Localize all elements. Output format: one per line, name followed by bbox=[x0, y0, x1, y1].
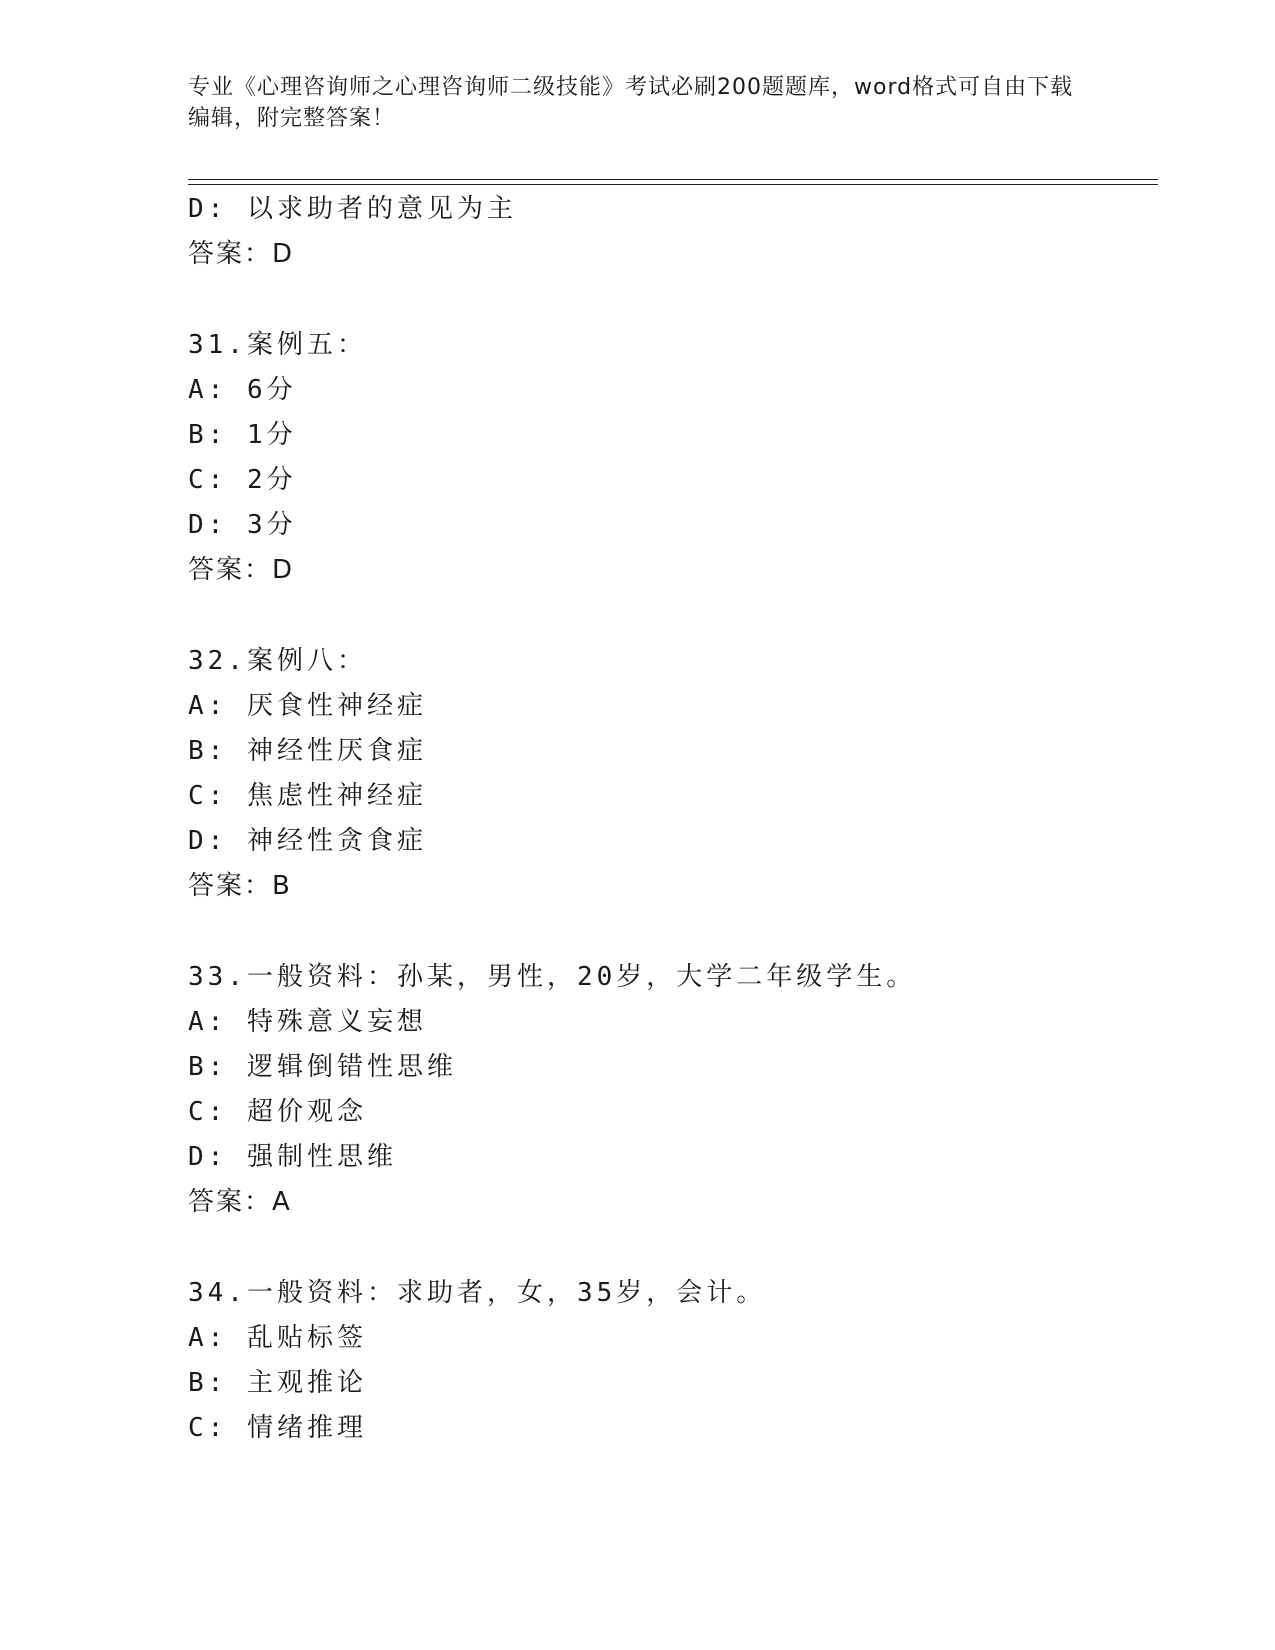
question-31-option-d: D: 3分 bbox=[188, 510, 297, 540]
question-32-option-b: B: 神经性厌食症 bbox=[188, 736, 427, 766]
question-31-answer: 答案：D bbox=[188, 555, 295, 585]
question-32-option-a: A: 厌食性神经症 bbox=[188, 691, 427, 721]
question-33-option-d: D: 强制性思维 bbox=[188, 1142, 397, 1172]
question-34-stem: 34.一般资料：求助者，女，35岁，会计。 bbox=[188, 1278, 767, 1308]
question-34-option-c: C: 情绪推理 bbox=[188, 1413, 367, 1443]
question-33-option-a: A: 特殊意义妄想 bbox=[188, 1007, 427, 1037]
question-32-option-c: C: 焦虑性神经症 bbox=[188, 781, 427, 811]
question-31-option-c: C: 2分 bbox=[188, 465, 297, 495]
question-33-option-b: B: 逻辑倒错性思维 bbox=[188, 1052, 457, 1082]
question-31-stem: 31.案例五： bbox=[188, 330, 367, 360]
question-34-option-a: A: 乱贴标签 bbox=[188, 1323, 367, 1353]
header-divider-top bbox=[188, 179, 1158, 180]
question-34-option-b: B: 主观推论 bbox=[188, 1368, 367, 1398]
question-31-option-a: A: 6分 bbox=[188, 375, 297, 405]
question-33-option-c: C: 超价观念 bbox=[188, 1097, 367, 1127]
question-32-answer: 答案：B bbox=[188, 871, 292, 901]
question-33-answer: 答案：A bbox=[188, 1187, 292, 1217]
question-32-stem: 32.案例八： bbox=[188, 646, 367, 676]
prev-answer: 答案：D bbox=[188, 239, 295, 269]
header-divider-bottom bbox=[188, 184, 1158, 185]
question-33-stem: 33.一般资料：孙某，男性，20岁，大学二年级学生。 bbox=[188, 962, 917, 992]
question-31-option-b: B: 1分 bbox=[188, 420, 297, 450]
document-header: 专业《心理咨询师之心理咨询师二级技能》考试必刷200题题库，word格式可自由下载编辑，附完整答案！ bbox=[188, 75, 1074, 131]
prev-option-d: D: 以求助者的意见为主 bbox=[188, 194, 517, 224]
question-32-option-d: D: 神经性贪食症 bbox=[188, 826, 427, 856]
